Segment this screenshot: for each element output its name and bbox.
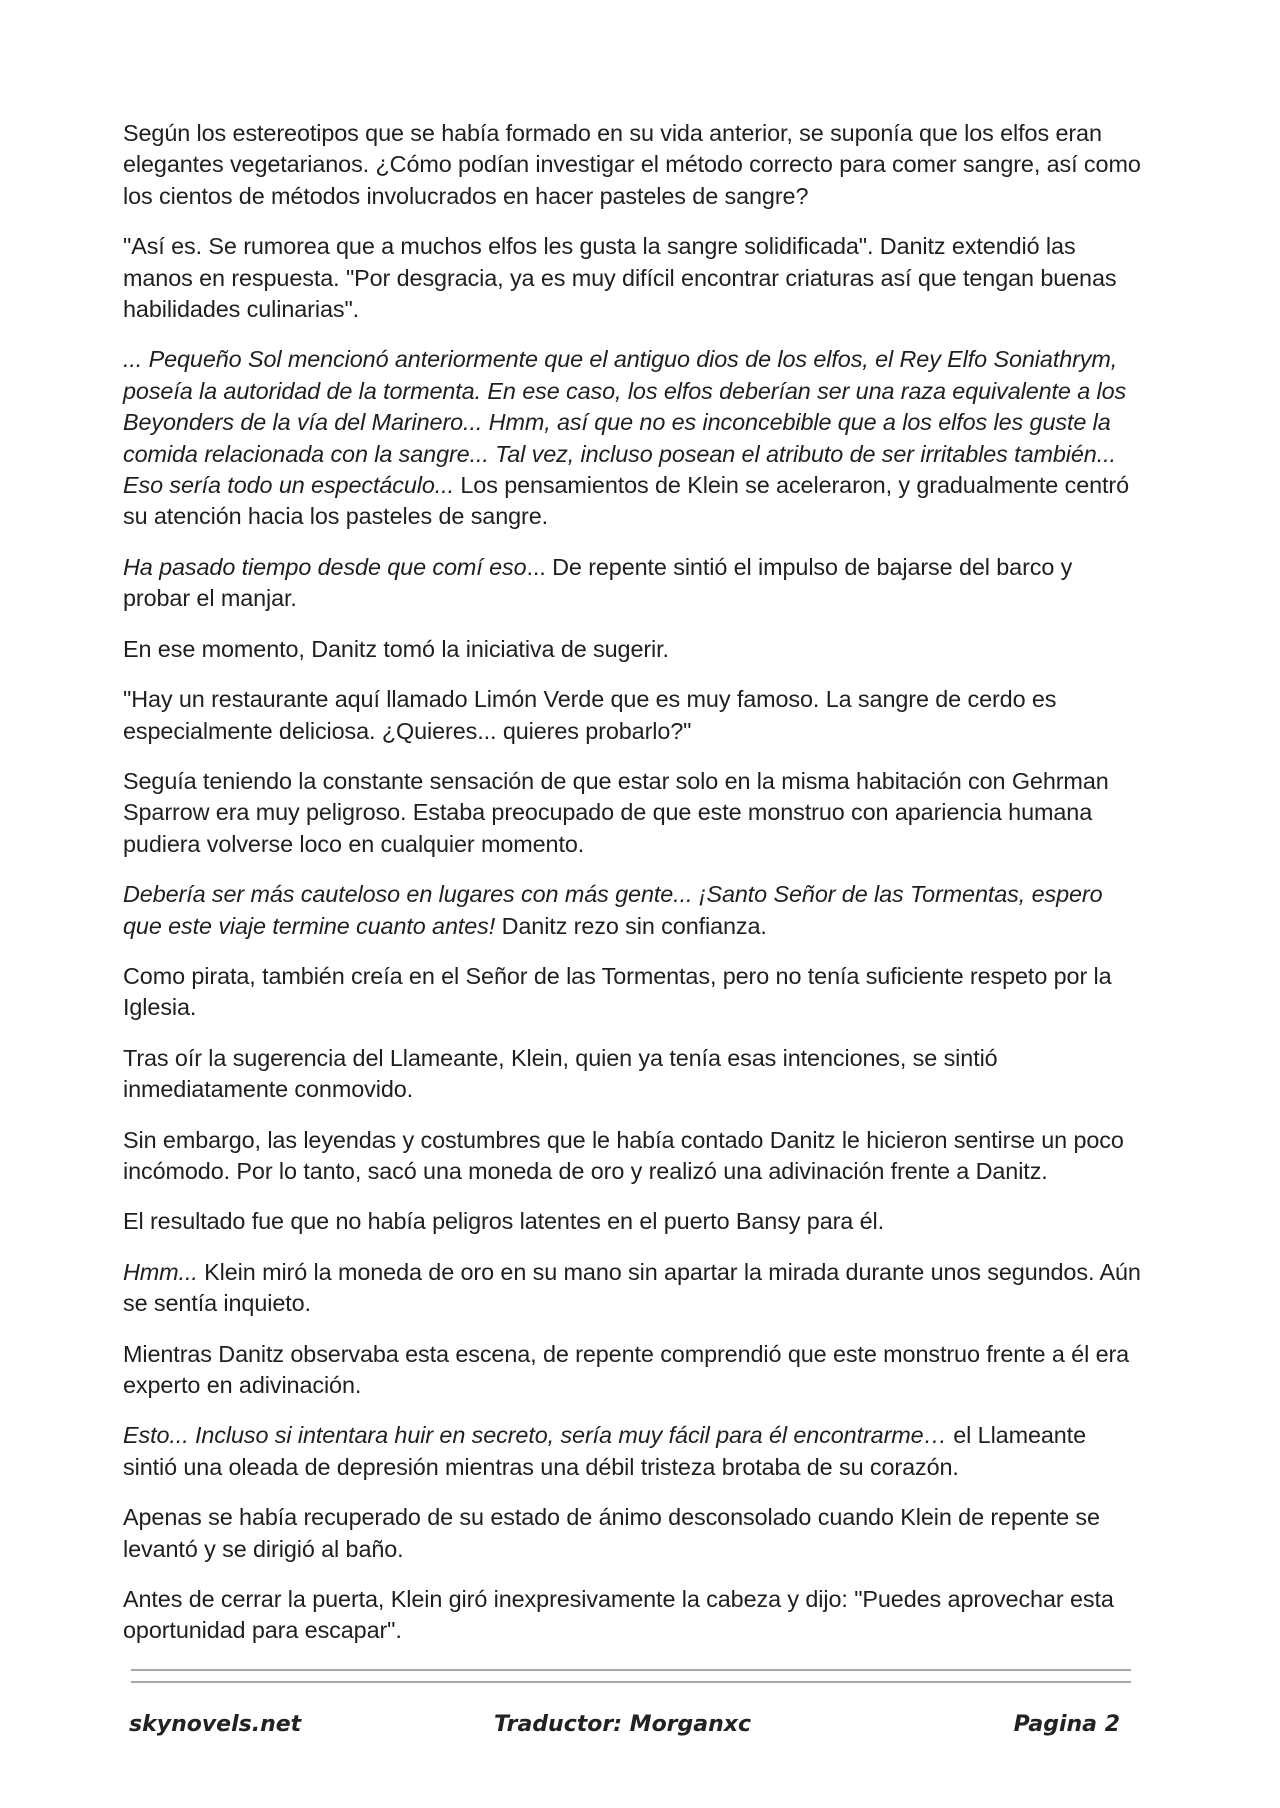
text-run: Apenas se había recuperado de su estado de ánimo desconsolado cuando Klein de repente se levantó y se dirigió al baño.: [123, 1504, 1100, 1562]
paragraph: [123, 1584, 1145, 1647]
text-run: Mientras Danitz observaba esta escena, de repente comprendió que este monstruo frente a él era experto en adivinación.: [123, 1340, 1130, 1398]
footer-divider-top: [131, 1669, 1131, 1671]
text-run: En ese momento, Danitz tomó la iniciativa de sugerir.: [123, 635, 669, 662]
text-run: Sin embargo, las leyendas y costumbres que le había contado Danitz le hicieron sentirse un poco incómodo. Por lo tanto, sacó una moneda de oro y realizó una adivinación frente a Danitz.: [123, 1126, 1124, 1184]
paragraph: [123, 344, 1145, 532]
paragraph: [123, 634, 1145, 665]
paragraph: [123, 1339, 1145, 1402]
paragraph: [123, 1257, 1145, 1320]
text-run: "Así es. Se rumorea que a muchos elfos les gusta la sangre solidificada". Danitz extendió las manos en respuesta. "Por desgracia, ya es muy difícil encontrar criaturas así que tengan buenas habilidades culinarias".: [123, 233, 1117, 323]
footer-translator: Traductor: Morganxc: [494, 1712, 752, 1737]
paragraph: [123, 1125, 1145, 1188]
text-run: Klein miró la moneda de oro en su mano sin apartar la mirada durante unos segundos. Aún se sentía inquieto.: [123, 1258, 1141, 1317]
paragraph: [123, 879, 1145, 942]
paragraph: [123, 231, 1145, 325]
paragraph: [123, 1420, 1145, 1483]
text-run: Los pensamientos de Klein se aceleraron, y gradualmente centró su atención hacia los pasteles de sangre.: [123, 472, 1130, 530]
paragraph: [123, 552, 1145, 615]
italic-text-run: Ha pasado tiempo desde que comí eso: [123, 553, 527, 580]
text-run: "Hay un restaurante aquí llamado Limón Verde que es muy famoso. La sangre de cerdo es especialmente deliciosa. ¿Quieres... quieres probarlo?": [123, 686, 1057, 744]
text-run: Tras oír la sugerencia del Llameante, Klein, quien ya tenía esas intenciones, se sintió inmediatamente conmovido.: [123, 1044, 998, 1103]
paragraph: [123, 1043, 1145, 1106]
document-body: [123, 118, 1145, 1666]
text-run: Antes de cerrar la puerta, Klein giró inexpresivamente la cabeza y dijo: "Puedes aprovechar esta oportunidad para escapar".: [123, 1586, 1114, 1644]
italic-text-run: ... Pequeño Sol mencionó anteriormente que el antiguo dios de los elfos, el Rey Elfo Soniathrym, poseía la autoridad de la tormenta. En ese caso, los elfos deberían ser una raza equivalente a los Beyonders de la vía del Marinero... Hmm, así que no es inconcebible que a los elfos les guste la comida relacionada con la sangre... Tal vez, incluso posean el atributo de ser irritables también... Eso sería todo un espectáculo...: [123, 346, 1127, 499]
text-run: ... De repente sintió el impulso de bajarse del barco y probar el manjar.: [123, 553, 1073, 612]
text-run: el Llameante sintió una oleada de depresión mientras una débil tristeza brotaba de su corazón.: [123, 1422, 1086, 1480]
italic-text-run: Esto... Incluso si intentara huir en secreto, sería muy fácil para él encontrarme…: [123, 1422, 947, 1449]
paragraph: [123, 766, 1145, 860]
italic-text-run: Hmm...: [123, 1258, 198, 1285]
text-run: Seguía teniendo la constante sensación de que estar solo en la misma habitación con Gehrman Sparrow era muy peligroso. Estaba preocupado de que este monstruo con apariencia humana pudiera volverse loco en cualquier momento.: [123, 767, 1109, 857]
footer-site: skynovels.net: [129, 1712, 302, 1737]
paragraph: [123, 1502, 1145, 1565]
paragraph: [123, 118, 1145, 212]
footer-page-number: Pagina 2: [1013, 1712, 1120, 1737]
footer-divider-bottom: [131, 1681, 1131, 1683]
italic-text-run: Debería ser más cauteloso en lugares con más gente... ¡Santo Señor de las Tormentas, espero que este viaje termine cuanto antes!: [123, 881, 1103, 939]
text-run: Como pirata, también creía en el Señor de las Tormentas, pero no tenía suficiente respeto por la Iglesia.: [123, 962, 1112, 1021]
text-run: Danitz rezo sin confianza.: [495, 912, 767, 939]
paragraph: [123, 684, 1145, 747]
paragraph: [123, 961, 1145, 1024]
text-run: El resultado fue que no había peligros latentes en el puerto Bansy para él.: [123, 1208, 885, 1235]
text-run: Según los estereotipos que se había formado en su vida anterior, se suponía que los elfos eran elegantes vegetarianos. ¿Cómo podían investigar el método correcto para comer sangre, así como los cientos de métodos involucrados en hacer pasteles de sangre?: [123, 120, 1141, 209]
paragraph: [123, 1206, 1145, 1237]
